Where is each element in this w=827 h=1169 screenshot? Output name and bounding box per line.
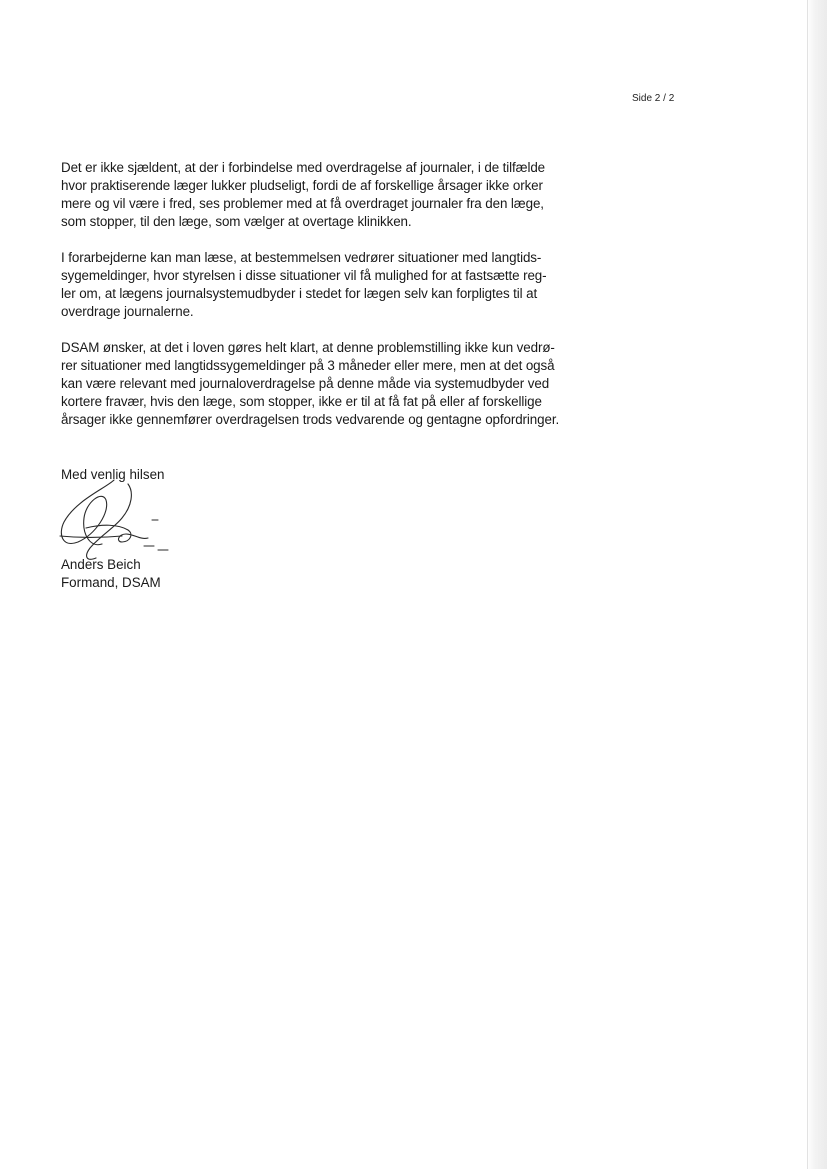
letter-body [61,159,591,447]
text-line: Det er ikke sjældent, at der i forbindelse med overdragelse af journaler, i de tilfælde [61,160,546,175]
signer-title: Formand, DSAM [61,575,161,590]
text-line: rer situationer med langtidssygemeldinger på 3 måneder eller mere, men at det også [61,358,555,373]
page-number: Side 2 / 2 [632,93,675,104]
text-line: kortere fravær, hvis den læge, som stopper, ikke er til at få fat på eller af forskellige [61,394,542,409]
paragraph-1 [61,159,591,231]
closing-greeting: Med venlig hilsen [61,467,165,482]
page-edge-line [807,0,808,1169]
text-line: overdrage journalerne. [61,304,194,319]
text-line: sygemeldinger, hvor styrelsen i disse situationer vil få mulighed for at fastsætte reg- [61,268,547,283]
text-line: I forarbejderne kan man læse, at bestemmelsen vedrører situationer med langtids- [61,250,542,265]
text-line: ler om, at lægens journalsystemudbyder i stedet for lægen selv kan forpligtes til at [61,286,538,301]
text-line: mere og vil være i fred, ses problemer med at få overdraget journaler fra den læge, [61,196,544,211]
paragraph-3 [61,339,591,429]
text-line: som stopper, til den læge, som vælger at overtage klinikken. [61,214,412,229]
text-line: årsager ikke gennemfører overdragelsen trods vedvarende og gentagne opfordringer. [61,412,560,427]
text-line: DSAM ønsker, at det i loven gøres helt klart, at denne problemstilling ikke kun vedrø- [61,340,555,355]
text-line: kan være relevant med journaloverdragelse på denne måde via systemudbyder ved [61,376,550,391]
text-line: hvor praktiserende læger lukker pludseligt, fordi de af forskellige årsager ikke orker [61,178,543,193]
signer-name: Anders Beich [61,557,141,572]
page-edge-shadow [807,0,827,1169]
paragraph-2 [61,249,591,321]
handwritten-signature [56,478,171,564]
